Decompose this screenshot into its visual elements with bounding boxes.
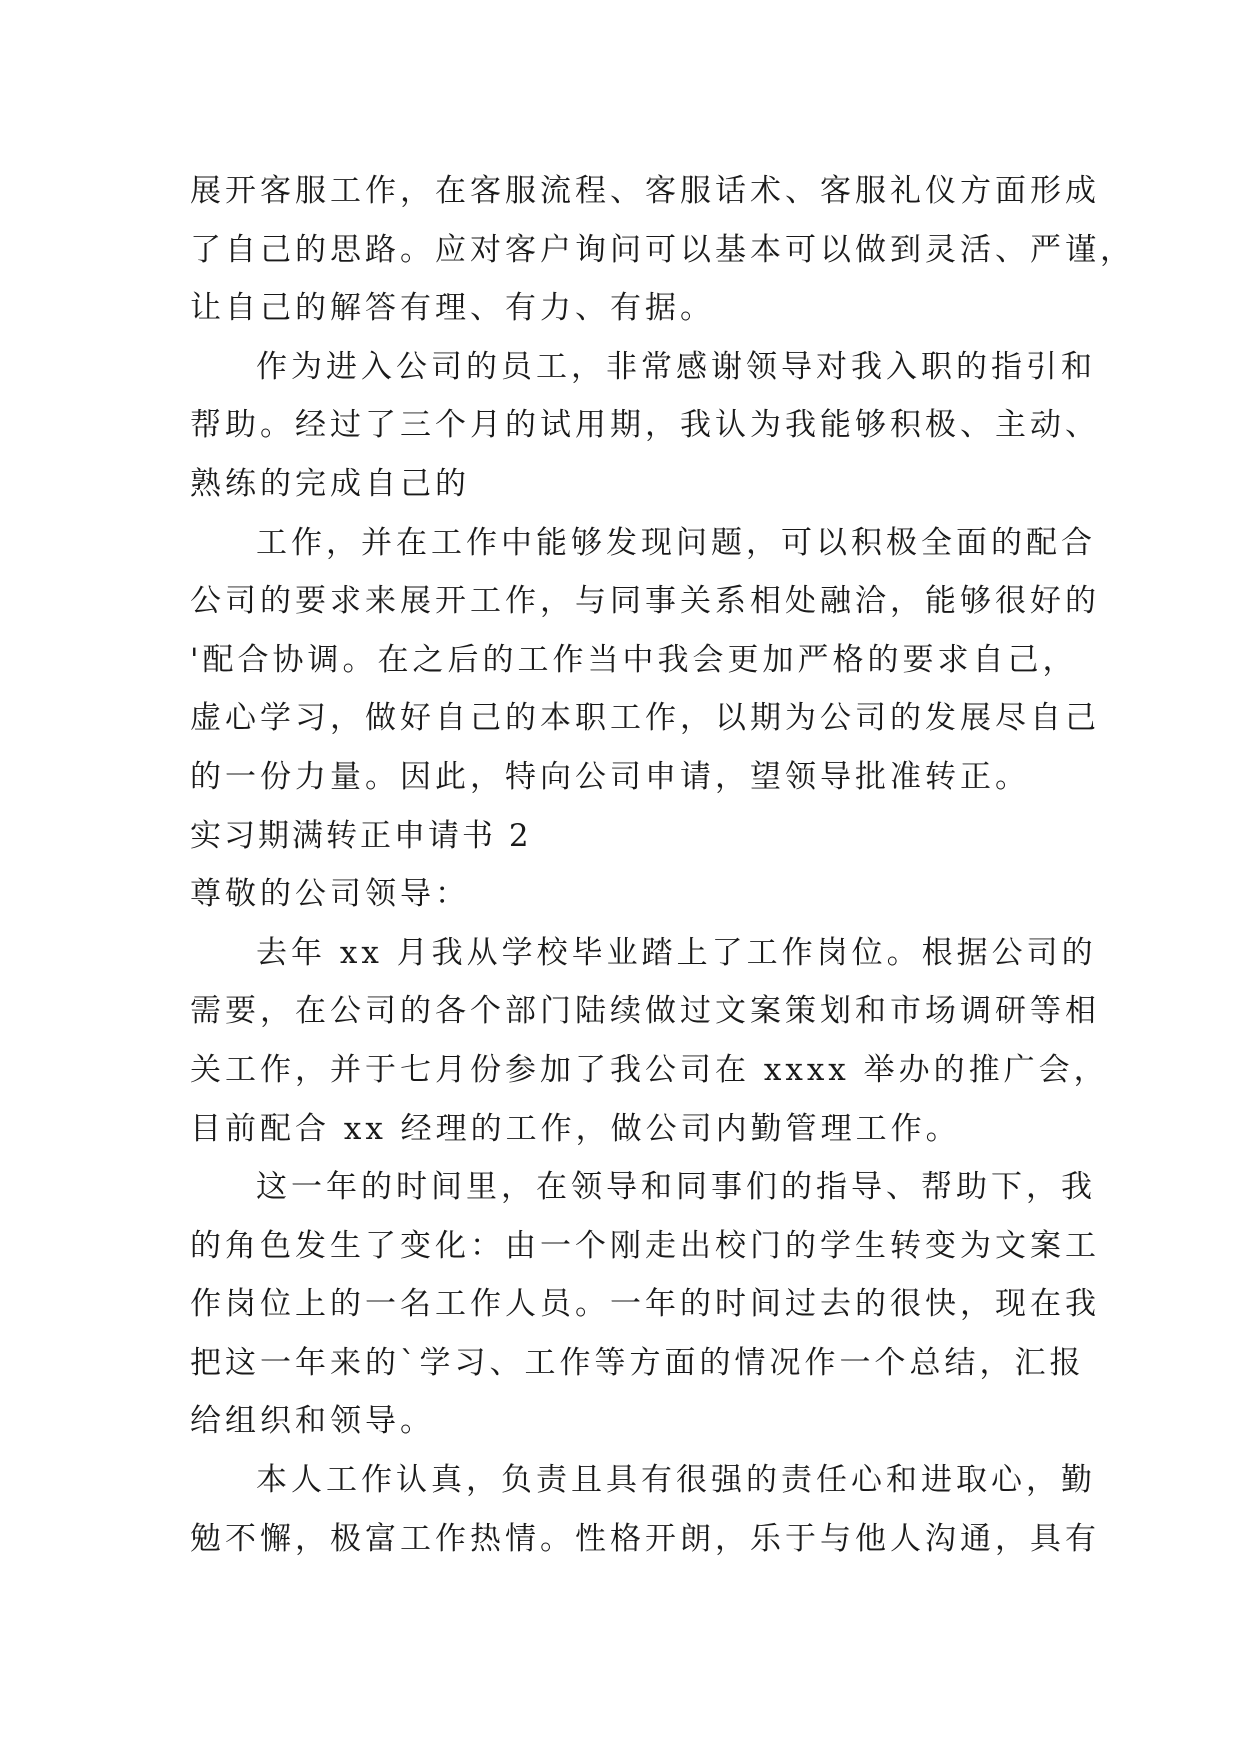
- paragraph-line: 了自己的思路。应对客户询问可以基本可以做到灵活、严谨，: [190, 231, 1135, 268]
- paragraph-line: 把这一年来的`学习、工作等方面的情况作一个总结，汇报: [190, 1344, 1085, 1381]
- paragraph-line: 虚心学习，做好自己的本职工作，以期为公司的发展尽自己: [190, 700, 1100, 737]
- paragraph-line: 关工作，并于七月份参加了我公司在 xxxx 举办的推广会，: [190, 1051, 1109, 1088]
- paragraph-line: 给组织和领导。: [190, 1403, 435, 1440]
- salutation: 尊敬的公司领导：: [190, 876, 470, 913]
- paragraph-line: 展开客服工作，在客服流程、客服话术、客服礼仪方面形成: [190, 173, 1100, 209]
- paragraph-line: 去年 xx 月我从学校毕业踏上了工作岗位。根据公司的: [256, 934, 1097, 971]
- paragraph-line: '配合协调。在之后的工作当中我会更加严格的要求自己，: [190, 641, 1078, 678]
- paragraph-line: 作为进入公司的员工，非常感谢领导对我入职的指引和: [256, 348, 1096, 385]
- paragraph-line: 这一年的时间里，在领导和同事们的指导、帮助下，我: [256, 1169, 1096, 1206]
- paragraph-line: 工作，并在工作中能够发现问题，可以积极全面的配合: [256, 524, 1096, 561]
- document-body: [190, 162, 1135, 1568]
- paragraph-line: 帮助。经过了三个月的试用期，我认为我能够积极、主动、: [190, 407, 1100, 444]
- paragraph-line: 的一份力量。因此，特向公司申请，望领导批准转正。: [190, 758, 1030, 795]
- paragraph-line: 公司的要求来展开工作，与同事关系相处融洽，能够很好的: [190, 583, 1100, 620]
- paragraph-line: 目前配合 xx 经理的工作，做公司内勤管理工作。: [190, 1110, 961, 1147]
- paragraph-line: 的角色发生了变化：由一个刚走出校门的学生转变为文案工: [190, 1227, 1100, 1264]
- paragraph-line: 作岗位上的一名工作人员。一年的时间过去的很快，现在我: [190, 1286, 1100, 1323]
- paragraph-line: 熟练的完成自己的: [190, 465, 470, 502]
- section-heading: 实习期满转正申请书 2: [190, 817, 532, 854]
- paragraph-line: 让自己的解答有理、有力、有据。: [190, 290, 715, 327]
- paragraph-line: 本人工作认真，负责且具有很强的责任心和进取心，勤: [256, 1462, 1096, 1499]
- paragraph-line: 需要，在公司的各个部门陆续做过文案策划和市场调研等相: [190, 993, 1100, 1030]
- paragraph-line: 勉不懈，极富工作热情。性格开朗，乐于与他人沟通，具有: [190, 1520, 1100, 1557]
